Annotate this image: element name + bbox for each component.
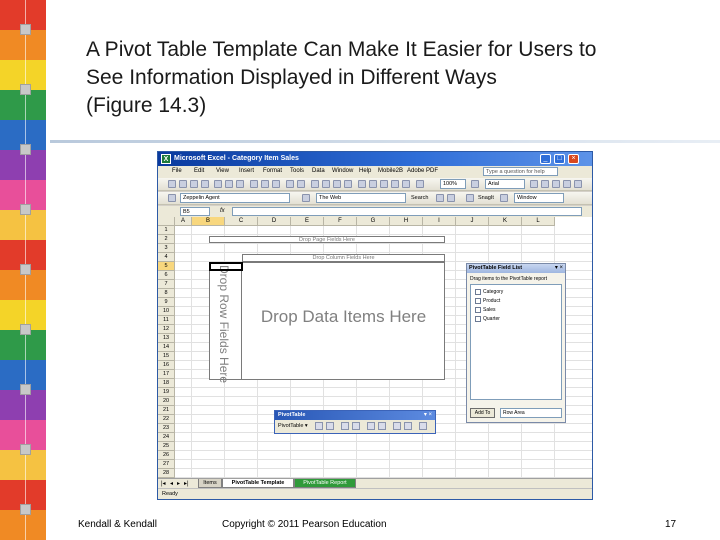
- close-button[interactable]: ×: [568, 154, 579, 164]
- zoom-select[interactable]: 100%: [440, 179, 466, 189]
- zeppelin-agent-select[interactable]: Zeppelin Agent: [180, 193, 290, 203]
- pivottable-menu[interactable]: PivotTable ▾: [278, 423, 308, 429]
- open-icon[interactable]: [179, 180, 187, 188]
- status-bar: [158, 488, 592, 499]
- maximize-button[interactable]: □: [554, 154, 565, 164]
- folder-icon[interactable]: [436, 194, 444, 202]
- field-sales-icon[interactable]: [475, 307, 481, 313]
- field-list-close-icon[interactable]: ▾ ×: [554, 265, 563, 271]
- window-title: Microsoft Excel - Category Item Sales: [174, 155, 299, 162]
- drawing-icon[interactable]: [369, 180, 377, 188]
- chart-wizard-icon[interactable]: [326, 422, 334, 430]
- copy-icon[interactable]: [261, 180, 269, 188]
- print-icon[interactable]: [214, 180, 222, 188]
- minimize-button[interactable]: _: [540, 154, 551, 164]
- excel-window: [157, 151, 593, 500]
- gridline-horizontal: [175, 243, 592, 244]
- zeppelin-icon[interactable]: [168, 194, 176, 202]
- row-header-27[interactable]: 27: [158, 460, 175, 469]
- fx-icon[interactable]: fx: [220, 208, 225, 214]
- row-header-1[interactable]: 1: [158, 226, 175, 235]
- pdf-mail-icon[interactable]: [391, 180, 399, 188]
- strip-square: [20, 324, 31, 335]
- row-header-13[interactable]: 13: [158, 334, 175, 343]
- footer-author: Kendall & Kendall: [78, 519, 157, 530]
- column-header-k[interactable]: K: [489, 217, 522, 226]
- column-header-g[interactable]: G: [357, 217, 390, 226]
- drop-row-fields-area[interactable]: [209, 262, 242, 384]
- row-header-16[interactable]: 16: [158, 361, 175, 370]
- grid-icon[interactable]: [416, 180, 424, 188]
- column-header-j[interactable]: J: [456, 217, 489, 226]
- field-product-icon[interactable]: [475, 298, 481, 304]
- italic-icon[interactable]: [541, 180, 549, 188]
- sheet-tabs-bar: [158, 478, 592, 488]
- row-header-19[interactable]: 19: [158, 388, 175, 397]
- column-header-f[interactable]: F: [324, 217, 357, 226]
- borders-icon[interactable]: [552, 180, 560, 188]
- row-header-10[interactable]: 10: [158, 307, 175, 316]
- gridline-horizontal: [175, 450, 592, 451]
- help-search-input[interactable]: Type a question for help: [483, 167, 558, 176]
- drop-column-fields-area[interactable]: Drop Column Fields Here: [242, 254, 445, 262]
- show-detail-icon[interactable]: [352, 422, 360, 430]
- row-header-11[interactable]: 11: [158, 316, 175, 325]
- pivot-field-list-panel: [466, 263, 566, 423]
- row-header-14[interactable]: 14: [158, 343, 175, 352]
- strip-square: [20, 204, 31, 215]
- row-header-21[interactable]: 21: [158, 406, 175, 415]
- print-preview-icon[interactable]: [225, 180, 233, 188]
- font-name-select[interactable]: Arial: [485, 179, 525, 189]
- standard-toolbar: [158, 178, 592, 191]
- paste-icon[interactable]: [272, 180, 280, 188]
- menu-help[interactable]: Help: [359, 168, 372, 174]
- field-list-title: [467, 264, 565, 273]
- active-cell[interactable]: [209, 262, 243, 271]
- gridline-horizontal: [175, 234, 592, 235]
- gridline-horizontal: [175, 441, 592, 442]
- column-header-e[interactable]: E: [291, 217, 324, 226]
- include-hidden-items-icon[interactable]: [378, 422, 386, 430]
- menu-tools[interactable]: Tools: [290, 168, 305, 174]
- row-header-4[interactable]: 4: [158, 253, 175, 262]
- select-all-corner[interactable]: [158, 217, 175, 226]
- field-settings-icon[interactable]: [404, 422, 412, 430]
- drop-row-fields-label: Drop Row Fields Here: [217, 265, 231, 384]
- hyperlink-icon[interactable]: [311, 180, 319, 188]
- menu-bar: [158, 166, 592, 178]
- strip-square: [20, 144, 31, 155]
- worksheet-grid[interactable]: [158, 217, 592, 478]
- row-header-26[interactable]: 26: [158, 451, 175, 460]
- field-list-title-text: PivotTable Field List: [469, 265, 523, 271]
- undo-icon[interactable]: [286, 180, 294, 188]
- slide-title-line-1: A Pivot Table Template Can Make It Easier for Users to: [86, 38, 597, 61]
- redo-icon[interactable]: [297, 180, 305, 188]
- row-header-17[interactable]: 17: [158, 370, 175, 379]
- snagit-button[interactable]: SnagIt: [478, 195, 494, 201]
- fill-color-icon[interactable]: [563, 180, 571, 188]
- excel-app-icon: X: [161, 154, 171, 164]
- strip-square: [20, 444, 31, 455]
- web-toolbar: [158, 192, 592, 205]
- pivottable-toolbar-title-text: PivotTable: [278, 412, 306, 418]
- row-header-20[interactable]: 20: [158, 397, 175, 406]
- pivottable-toolbar-close-icon[interactable]: ▾ ×: [423, 412, 432, 418]
- name-box[interactable]: B5: [180, 207, 210, 216]
- save-icon[interactable]: [190, 180, 198, 188]
- search-button[interactable]: Search: [411, 195, 429, 201]
- formula-bar: [158, 206, 592, 217]
- row-header-6[interactable]: 6: [158, 271, 175, 280]
- row-header-28[interactable]: 28: [158, 469, 175, 478]
- strip-square: [20, 24, 31, 35]
- menu-insert[interactable]: Insert: [239, 168, 255, 174]
- column-header-i[interactable]: I: [423, 217, 456, 226]
- menu-window[interactable]: Window: [332, 168, 354, 174]
- spelling-icon[interactable]: [236, 180, 244, 188]
- slide-title: [86, 36, 696, 120]
- row-header-3[interactable]: 3: [158, 244, 175, 253]
- autosum-icon[interactable]: [322, 180, 330, 188]
- row-header-12[interactable]: 12: [158, 325, 175, 334]
- formula-input[interactable]: [232, 207, 582, 216]
- strip-square: [20, 84, 31, 95]
- sort-descending-icon[interactable]: [344, 180, 352, 188]
- row-header-9[interactable]: 9: [158, 298, 175, 307]
- add-to-button[interactable]: Add To: [470, 408, 495, 418]
- excel-title-bar: [158, 152, 592, 166]
- drop-page-fields-area[interactable]: Drop Page Fields Here: [209, 236, 445, 243]
- field-list-instruction: Drag items to the PivotTable report: [470, 276, 547, 282]
- strip-square: [20, 384, 31, 395]
- row-area-select[interactable]: Row Area: [500, 408, 562, 418]
- row-header-25[interactable]: 25: [158, 442, 175, 451]
- column-header-l[interactable]: L: [522, 217, 555, 226]
- column-header-a[interactable]: A: [175, 217, 192, 226]
- row-header-18[interactable]: 18: [158, 379, 175, 388]
- column-header-b[interactable]: B: [192, 217, 225, 226]
- refresh-data-icon[interactable]: [367, 422, 375, 430]
- slide-title-line-3: (Figure 14.3): [86, 94, 207, 117]
- gridline-horizontal: [175, 468, 592, 469]
- menu-adobe-pdf[interactable]: Adobe PDF: [407, 168, 439, 174]
- menu-file[interactable]: File: [172, 168, 182, 174]
- row-header-5[interactable]: 5: [158, 262, 175, 271]
- field-list: [470, 284, 562, 400]
- sheet-tab-pivottable-report[interactable]: PivotTable Report: [294, 479, 356, 488]
- field-category-icon[interactable]: [475, 289, 481, 295]
- always-display-items-icon[interactable]: [393, 422, 401, 430]
- row-header-7[interactable]: 7: [158, 280, 175, 289]
- first-sheet-icon[interactable]: |◂: [161, 481, 166, 487]
- pivottable-toolbar: [274, 410, 436, 434]
- field-category[interactable]: Category: [483, 289, 504, 295]
- help-icon[interactable]: [471, 180, 479, 188]
- drop-data-items-label[interactable]: Drop Data Items Here: [260, 307, 427, 326]
- column-header-h[interactable]: H: [390, 217, 423, 226]
- sheet-tab-pivottable-template[interactable]: PivotTable Template: [222, 479, 294, 488]
- menu-mobile2b[interactable]: Mobile2B: [378, 168, 404, 174]
- footer-copyright: Copyright © 2011 Pearson Education: [222, 519, 387, 530]
- snagit-options-icon[interactable]: [500, 194, 508, 202]
- menu-edit[interactable]: Edit: [194, 168, 205, 174]
- new-icon[interactable]: [168, 180, 176, 188]
- bold-icon[interactable]: [530, 180, 538, 188]
- row-header-22[interactable]: 22: [158, 415, 175, 424]
- menu-format[interactable]: Format: [263, 168, 283, 174]
- column-header-c[interactable]: C: [225, 217, 258, 226]
- slide-title-line-2: See Information Displayed in Different Ways: [86, 66, 497, 89]
- last-sheet-icon[interactable]: ▸|: [184, 481, 189, 487]
- snagit-icon[interactable]: [466, 194, 474, 202]
- hide-detail-icon[interactable]: [341, 422, 349, 430]
- field-sales[interactable]: Sales: [483, 307, 496, 313]
- page-number: 17: [665, 519, 677, 530]
- sheet-tab-items[interactable]: Items: [198, 479, 222, 488]
- chart-wizard-icon[interactable]: [358, 180, 366, 188]
- row-header-2[interactable]: 2: [158, 235, 175, 244]
- highlight-icon[interactable]: [447, 194, 455, 202]
- title-divider: [50, 140, 720, 143]
- row-header-23[interactable]: 23: [158, 424, 175, 433]
- window-select[interactable]: Window: [514, 193, 564, 203]
- dictionary-icon[interactable]: [402, 180, 410, 188]
- row-header-8[interactable]: 8: [158, 289, 175, 298]
- field-quarter[interactable]: Quarter: [483, 316, 500, 322]
- pivottable-toolbar-title: [275, 411, 435, 420]
- column-header-d[interactable]: D: [258, 217, 291, 226]
- next-sheet-icon[interactable]: ▸: [177, 481, 181, 487]
- web-search-input[interactable]: The Web: [316, 193, 406, 203]
- gridline-vertical: [455, 226, 456, 478]
- sort-ascending-icon[interactable]: [333, 180, 341, 188]
- field-quarter-icon[interactable]: [475, 316, 481, 322]
- gridline-horizontal: [175, 459, 592, 460]
- web-icon[interactable]: [302, 194, 310, 202]
- field-product[interactable]: Product: [483, 298, 501, 304]
- menu-data[interactable]: Data: [312, 168, 325, 174]
- gridline-vertical: [191, 226, 192, 478]
- prev-sheet-icon[interactable]: ◂: [170, 481, 174, 487]
- decorative-strip: [0, 0, 46, 540]
- cut-icon[interactable]: [250, 180, 258, 188]
- pdf-icon[interactable]: [380, 180, 388, 188]
- row-header-24[interactable]: 24: [158, 433, 175, 442]
- status-text: Ready: [162, 491, 178, 497]
- permission-icon[interactable]: [201, 180, 209, 188]
- menu-view[interactable]: View: [216, 168, 229, 174]
- field-list-toggle-icon[interactable]: [419, 422, 427, 430]
- gridline-horizontal: [175, 252, 592, 253]
- format-report-icon[interactable]: [315, 422, 323, 430]
- row-header-15[interactable]: 15: [158, 352, 175, 361]
- font-color-icon[interactable]: [574, 180, 582, 188]
- strip-square: [20, 504, 31, 515]
- strip-square: [20, 264, 31, 275]
